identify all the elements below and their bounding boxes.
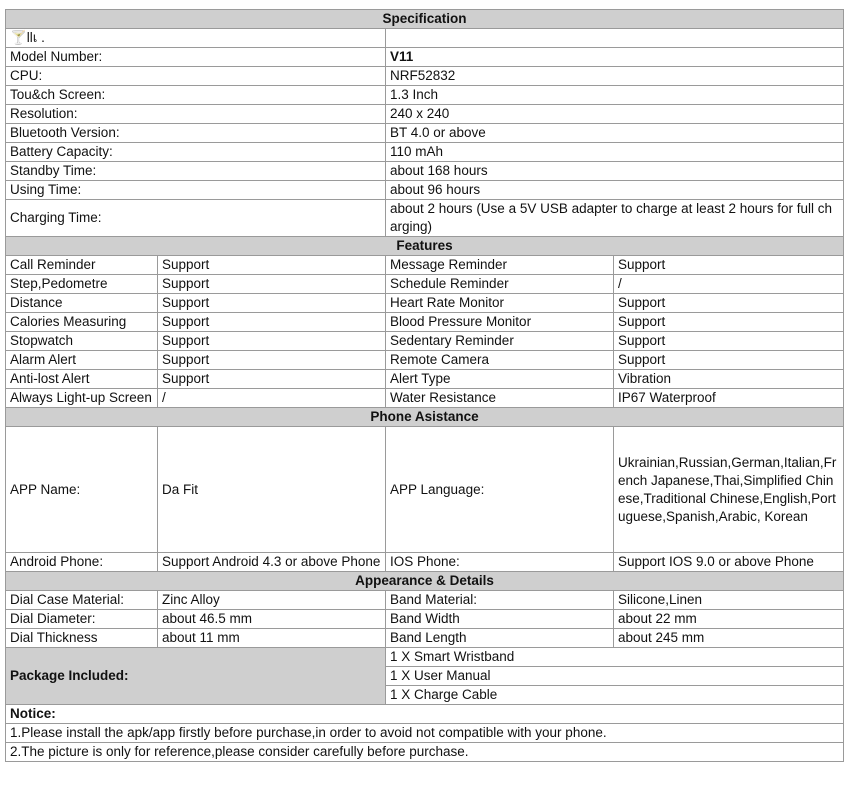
appearance-value: about 245 mm	[614, 629, 844, 648]
appearance-value: Zinc Alloy	[158, 591, 386, 610]
feature-value: Support	[158, 370, 386, 389]
feature-value: Support	[158, 351, 386, 370]
notice-title: Notice:	[6, 705, 844, 724]
spec-label: Model Number:	[6, 48, 386, 67]
spec-value: about 168 hours	[386, 162, 844, 181]
feature-name: Remote Camera	[386, 351, 614, 370]
appearance-label: Dial Case Material:	[6, 591, 158, 610]
feature-name: Distance	[6, 294, 158, 313]
appearance-label: Dial Diameter:	[6, 610, 158, 629]
notice-line: 2.The picture is only for reference,please consider carefully before purchase.	[6, 743, 844, 762]
appearance-value: about 46.5 mm	[158, 610, 386, 629]
feature-name: Schedule Reminder	[386, 275, 614, 294]
feature-value: IP67 Waterproof	[614, 389, 844, 408]
spec-table	[5, 9, 844, 762]
feature-name: Sedentary Reminder	[386, 332, 614, 351]
feature-value: Support	[158, 256, 386, 275]
package-item: 1 X Smart Wristband	[386, 648, 844, 667]
appearance-header: Appearance & Details	[6, 572, 844, 591]
feature-name: Call Reminder	[6, 256, 158, 275]
appearance-label: Dial Thickness	[6, 629, 158, 648]
specification-header: Specification	[6, 10, 844, 29]
spec-label: Using Time:	[6, 181, 386, 200]
app-language-label: APP Language:	[386, 427, 614, 553]
android-value: Support Android 4.3 or above Phone	[158, 553, 386, 572]
feature-name: Water Resistance	[386, 389, 614, 408]
feature-value: Support	[158, 332, 386, 351]
appearance-value: about 22 mm	[614, 610, 844, 629]
spec-value: 240 x 240	[386, 105, 844, 124]
app-language-value: Ukrainian,Russian,German,Italian,French Japanese,Thai,Simplified Chinese,Traditional Chinese,English,Portuguese,Spanish,Arabic, Korean	[614, 427, 844, 553]
feature-value: Support	[614, 294, 844, 313]
feature-name: Alarm Alert	[6, 351, 158, 370]
spec-label: Resolution:	[6, 105, 386, 124]
features-header: Features	[6, 237, 844, 256]
appearance-label: Band Width	[386, 610, 614, 629]
spec-label: Battery Capacity:	[6, 143, 386, 162]
android-label: Android Phone:	[6, 553, 158, 572]
feature-name: Blood Pressure Monitor	[386, 313, 614, 332]
feature-name: Heart Rate Monitor	[386, 294, 614, 313]
package-item: 1 X User Manual	[386, 667, 844, 686]
feature-value: Support	[614, 351, 844, 370]
spec-value: NRF52832	[386, 67, 844, 86]
spec-top-value	[386, 29, 844, 48]
feature-name: Step,Pedometre	[6, 275, 158, 294]
spec-value: 1.3 Inch	[386, 86, 844, 105]
package-item: 1 X Charge Cable	[386, 686, 844, 705]
spec-label: Bluetooth Version:	[6, 124, 386, 143]
spec-value: about 96 hours	[386, 181, 844, 200]
feature-name: Message Reminder	[386, 256, 614, 275]
spec-value: 110 mAh	[386, 143, 844, 162]
feature-value: /	[158, 389, 386, 408]
spec-label: Tou&ch Screen:	[6, 86, 386, 105]
feature-value: Vibration	[614, 370, 844, 389]
feature-value: Support	[158, 294, 386, 313]
feature-value: Support	[614, 332, 844, 351]
feature-name: Calories Measuring	[6, 313, 158, 332]
feature-value: /	[614, 275, 844, 294]
feature-name: Always Light-up Screen	[6, 389, 158, 408]
feature-name: Stopwatch	[6, 332, 158, 351]
feature-value: Support	[158, 313, 386, 332]
spec-value: BT 4.0 or above	[386, 124, 844, 143]
ios-label: IOS Phone:	[386, 553, 614, 572]
spec-value: V11	[386, 48, 844, 67]
package-label: Package Included:	[6, 648, 386, 705]
app-name-label: APP Name:	[6, 427, 158, 553]
appearance-label: Band Length	[386, 629, 614, 648]
appearance-label: Band Material:	[386, 591, 614, 610]
app-name-value: Da Fit	[158, 427, 386, 553]
spec-label: Charging Time:	[6, 200, 386, 237]
spec-label: CPU:	[6, 67, 386, 86]
appearance-value: about 11 mm	[158, 629, 386, 648]
feature-name: Anti-lost Alert	[6, 370, 158, 389]
notice-line: 1.Please install the apk/app firstly before purchase,in order to avoid not compatible with your phone.	[6, 724, 844, 743]
spec-value: about 2 hours (Use a 5V USB adapter to charge at least 2 hours for full charging)	[386, 200, 844, 237]
feature-name: Alert Type	[386, 370, 614, 389]
appearance-value: Silicone,Linen	[614, 591, 844, 610]
feature-value: Support	[614, 256, 844, 275]
ios-value: Support IOS 9.0 or above Phone	[614, 553, 844, 572]
feature-value: Support	[158, 275, 386, 294]
spec-top-label: 🍸llเ .	[6, 29, 386, 48]
spec-label: Standby Time:	[6, 162, 386, 181]
phone-header: Phone Asistance	[6, 408, 844, 427]
feature-value: Support	[614, 313, 844, 332]
